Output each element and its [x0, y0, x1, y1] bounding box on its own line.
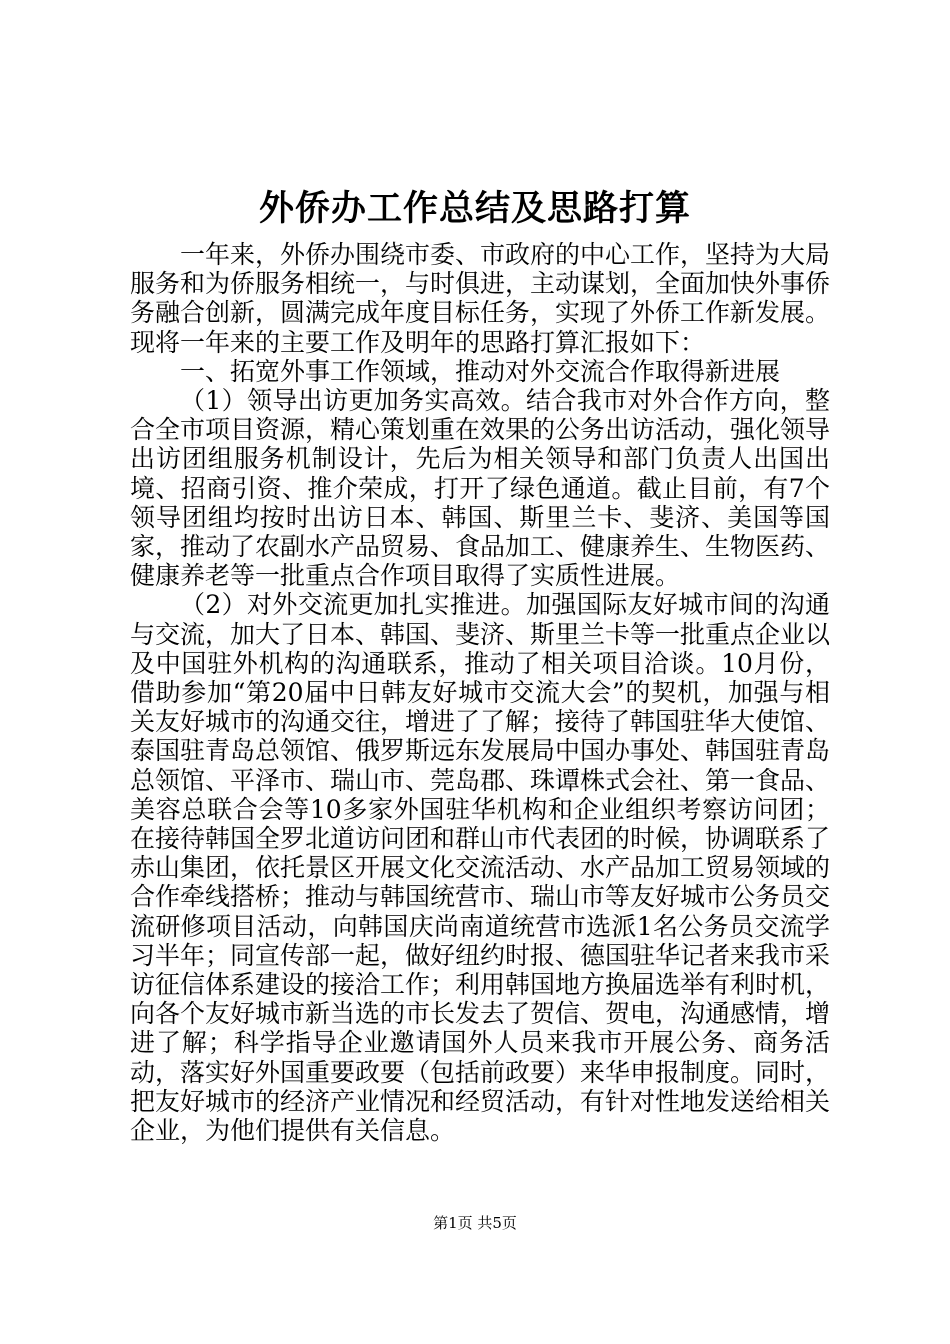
paragraph-leader-visits: （1）领导出访更加务实高效。结合我市对外合作方向，整合全市项目资源，精心策划重在效果的公务出访活动，强化领导出访团组服务机制设计，先后为相关领导和部门负责人出国出境、招商引资、推介荣成，打开了绿色通道。截止目前，有7个领导团组均按时出访日本、韩国、斯里兰卡、斐济、美国等国家，推动了农副水产品贸易、食品加工、健康养生、生物医药、健康养老等一批重点合作项目取得了实质性进展。: [130, 386, 831, 591]
intro-paragraph: 一年来，外侨办围绕市委、市政府的中心工作，坚持为大局服务和为侨服务相统一，与时俱进，主动谋划，全面加快外事侨务融合创新，圆满完成年度目标任务，实现了外侨工作新发展。现将一年来的主要工作及明年的思路打算汇报如下：: [130, 240, 831, 357]
document-title: 外侨办工作总结及思路打算: [258, 188, 691, 229]
section-heading: 一、拓宽外事工作领域，推动对外交流合作取得新进展: [180, 356, 781, 386]
paragraph-foreign-exchange: （2）对外交流更加扎实推进。加强国际友好城市间的沟通与交流，加大了日本、韩国、斐济、斯里兰卡等一批重点企业以及中国驻外机构的沟通联系，推动了相关项目洽谈。10月份，借助参加“第20届中日韩友好城市交流大会”的契机，加强与相关友好城市的沟通交往，增进了了解；接待了韩国驻华大使馆、泰国驻青岛总领馆、俄罗斯远东发展局中国办事处、韩国驻青岛总领馆、平泽市、瑞山市、莞岛郡、珠谭株式会社、第一食品、美容总联合会等10多家外国驻华机构和企业组织考察访问团；在接待韩国全罗北道访问团和群山市代表团的时候，协调联系了赤山集团，依托景区开展文化交流活动、水产品加工贸易领域的合作牵线搭桥；推动与韩国统营市、瑞山市等友好城市公务员交流研修项目活动，向韩国庆尚南道统营市选派1名公务员交流学习半年；同宣传部一起，做好纽约时报、德国驻华记者来我市采访征信体系建设的接洽工作；利用韩国地方换届选举有利时机，向各个友好城市新当选的市长发去了贺信、贺电，沟通感情，增进了解；科学指导企业邀请国外人员来我市开展公务、商务活动，落实好外国重要政要（包括前政要）来华申报制度。同时，把友好城市的经济产业情况和经贸活动，有针对性地发送给相关企业，为他们提供有关信息。: [130, 590, 831, 1146]
document-body: [130, 240, 830, 1145]
page-number-footer: 第1页 共5页: [433, 1214, 517, 1232]
